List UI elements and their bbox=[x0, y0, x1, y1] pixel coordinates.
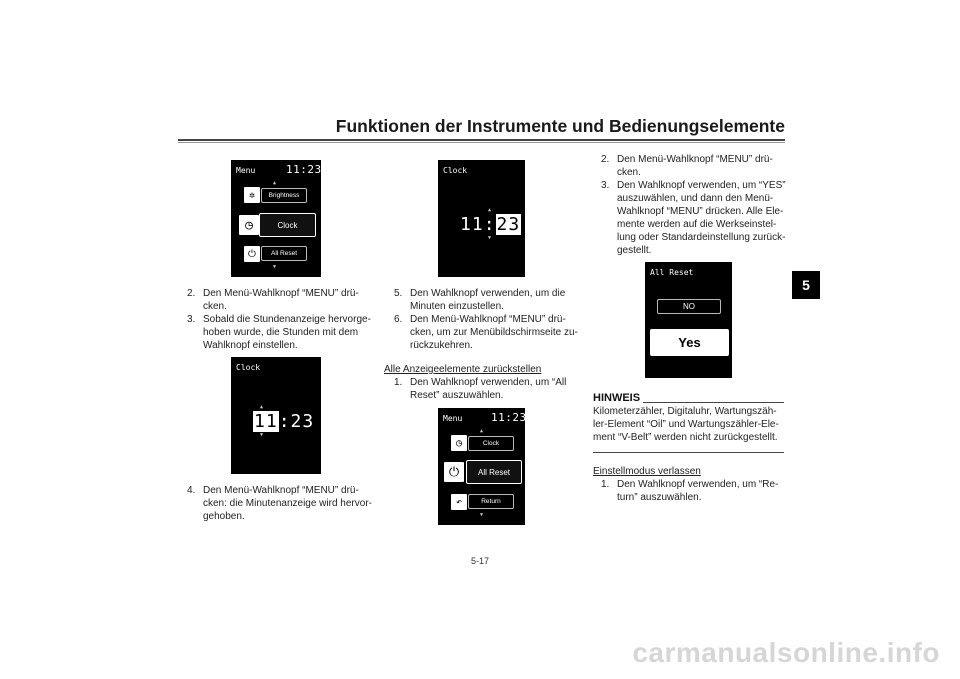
screen-title: Menu bbox=[236, 166, 256, 175]
menu-item-all-reset: All Reset bbox=[261, 246, 307, 261]
note-title: HINWEIS bbox=[593, 392, 641, 404]
note-text: Kilometerzähler, Digitaluhr, Wartungszäh- ler-Element “Oil” und Wartungszähler-Ele- ment “V-Belt” werden nicht zurückgestellt. bbox=[593, 406, 779, 443]
screen-title: Clock bbox=[236, 363, 261, 372]
step-number: 5. bbox=[394, 288, 403, 299]
section-title-all-reset: Alle Anzeigeelemente zurückstellen bbox=[384, 364, 542, 375]
up-arrow-icon: ▲ bbox=[273, 180, 277, 186]
step-number: 6. bbox=[394, 314, 403, 325]
power-icon: ⏻ bbox=[444, 462, 464, 482]
down-arrow-icon: ▼ bbox=[488, 235, 492, 241]
power-icon: ⏻ bbox=[244, 246, 260, 262]
clock-hours: 11 bbox=[460, 214, 484, 235]
step-text: Den Wahlknopf verwenden, um die Minuten einzustellen. bbox=[410, 288, 566, 312]
option-no: NO bbox=[657, 299, 721, 314]
menu-screen-1 bbox=[231, 160, 321, 277]
header-rule-thin bbox=[178, 142, 785, 143]
clock-hours-screen bbox=[231, 357, 321, 474]
note-rule bbox=[643, 402, 784, 403]
screen-title: All Reset bbox=[650, 268, 694, 277]
up-arrow-icon: ▲ bbox=[488, 207, 492, 213]
step-text: Den Menü-Wahlknopf “MENU” drü- cken. bbox=[203, 288, 359, 312]
step-text: Den Wahlknopf verwenden, um “Re- turn” auszuwählen. bbox=[617, 479, 779, 503]
menu-item-brightness: Brightness bbox=[261, 188, 307, 203]
note-rule-bottom bbox=[593, 452, 784, 453]
clock-hours: 11 bbox=[254, 411, 278, 432]
menu-screen-2 bbox=[438, 408, 525, 525]
menu-item-clock: Clock bbox=[259, 213, 316, 237]
screen-time: 11:23 bbox=[491, 411, 527, 424]
clock-icon: ◷ bbox=[451, 435, 467, 451]
up-arrow-icon: ▲ bbox=[480, 428, 484, 434]
screen-title: Clock bbox=[443, 166, 468, 175]
all-reset-screen bbox=[645, 262, 732, 378]
page-title: Funktionen der Instrumente und Bedienungselemente bbox=[335, 116, 785, 136]
clock-display: 11:23 bbox=[460, 214, 521, 235]
clock-minutes: 23 bbox=[290, 411, 315, 432]
section-title-exit: Einstellmodus verlassen bbox=[593, 466, 701, 477]
watermark: carmanualsonline.info bbox=[632, 637, 940, 668]
clock-display: 11:23 bbox=[254, 411, 315, 432]
header-rule bbox=[178, 139, 785, 141]
screen-title: Menu bbox=[443, 414, 463, 423]
up-arrow-icon: ▲ bbox=[260, 404, 264, 410]
menu-item-all-reset: All Reset bbox=[466, 460, 522, 484]
return-icon: ↶ bbox=[451, 494, 467, 510]
page-number: 5-17 bbox=[470, 556, 489, 566]
down-arrow-icon: ▼ bbox=[273, 264, 277, 270]
clock-minutes: 23 bbox=[496, 214, 521, 235]
menu-item-clock: Clock bbox=[468, 436, 514, 451]
clock-icon: ◷ bbox=[239, 215, 259, 235]
step-text: Den Wahlknopf verwenden, um “All Reset” auszuwählen. bbox=[410, 377, 567, 401]
clock-minutes-screen bbox=[438, 160, 525, 277]
down-arrow-icon: ▼ bbox=[480, 512, 484, 518]
chapter-tab: 5 bbox=[792, 271, 820, 299]
step-number: 2. bbox=[187, 288, 196, 299]
step-number: 4. bbox=[187, 485, 196, 496]
step-number: 1. bbox=[394, 377, 403, 388]
step-text: Den Menü-Wahlknopf “MENU” drü- cken. bbox=[617, 154, 773, 178]
step-text: Den Menü-Wahlknopf “MENU” drü- cken: die Minutenanzeige wird hervor- gehoben. bbox=[203, 485, 372, 522]
screen-time: 11:23 bbox=[286, 163, 322, 176]
menu-item-return: Return bbox=[468, 494, 514, 509]
step-text: Sobald die Stundenanzeige hervorge- hoben wurde, die Stunden mit dem Wahlknopf einstellen. bbox=[203, 314, 371, 351]
option-yes: Yes bbox=[650, 329, 729, 356]
down-arrow-icon: ▼ bbox=[260, 432, 264, 438]
step-text: Den Menü-Wahlknopf “MENU” drü- cken, um zur Menübildschirmseite zu- rückzukehren. bbox=[410, 314, 578, 351]
step-number: 2. bbox=[601, 154, 610, 165]
step-number: 3. bbox=[187, 314, 196, 325]
step-number: 1. bbox=[601, 479, 610, 490]
brightness-icon: ✲ bbox=[244, 187, 260, 203]
step-text: Den Wahlknopf verwenden, um “YES” auszuwählen, und dann den Menü- Wahlknopf “MENU” drücken. Alle Ele- mente werden auf die Werkseinstel- lung oder Standardeinstellung zurück- gestellt. bbox=[617, 180, 786, 256]
step-number: 3. bbox=[601, 180, 610, 191]
